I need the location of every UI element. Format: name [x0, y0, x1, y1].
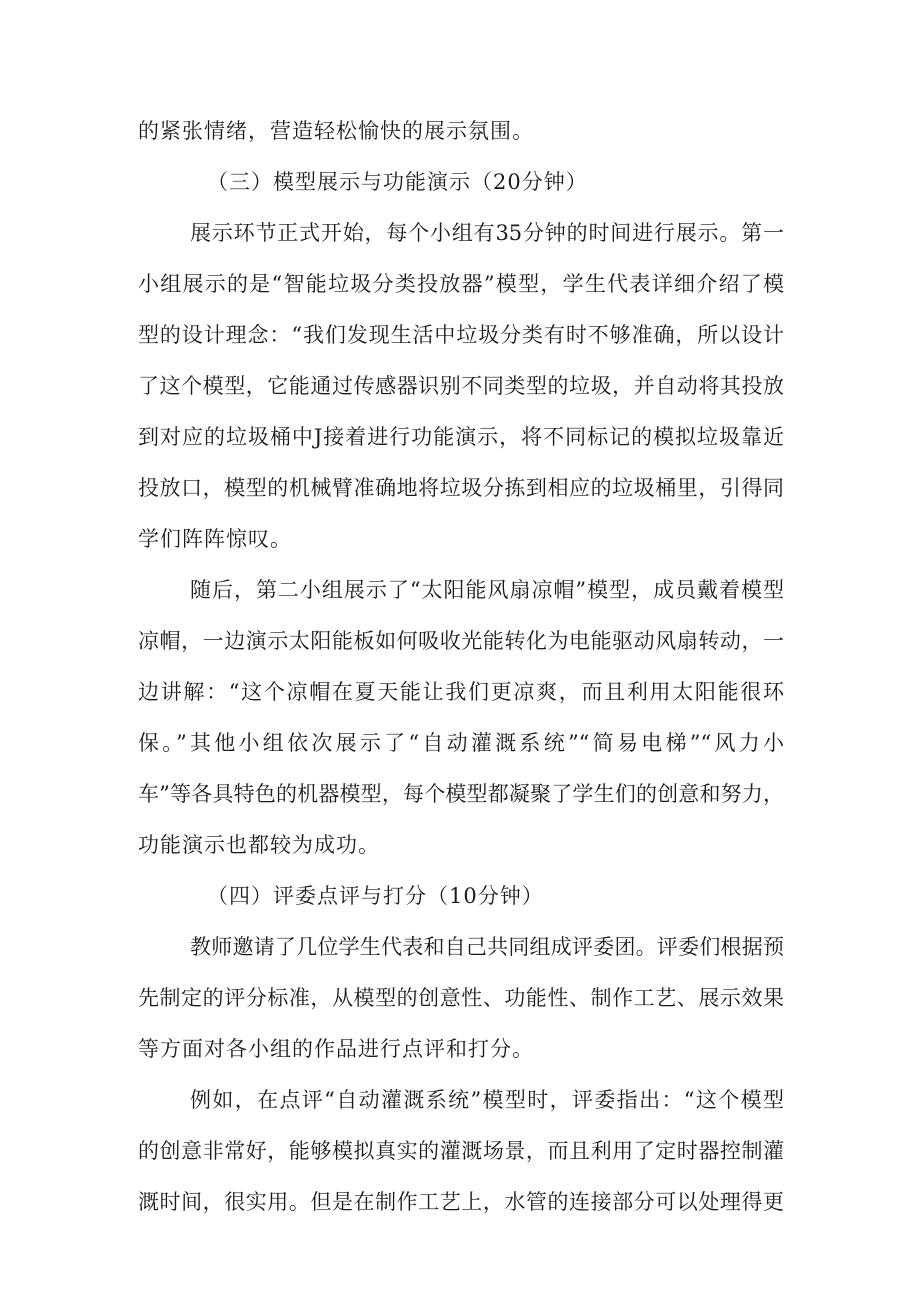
- section-3-para-2-line: 功能演示也都较为成功。: [138, 833, 380, 857]
- section-3-para-1-line: 了这个模型，它能通过传感器识别不同类型的垃圾，并自动将其投放: [138, 374, 784, 398]
- section-3-para-2-line: 随后，第二小组展示了“太阳能风扇凉帽”模型，成员戴着模型: [190, 578, 784, 602]
- section-4-para-2-line: 溉时间，很实用。但是在制作工艺上，水管的连接部分可以处理得更: [138, 1190, 784, 1214]
- section-3-para-1-line: 小组展示的是“智能垃圾分类投放器”模型，学生代表详细介绍了模: [138, 272, 784, 296]
- section-4-para-2-line: 例如，在点评“自动灌溉系统”模型时，评委指出：“这个模型: [190, 1088, 784, 1112]
- section-3-para-1-line: 学们阵阵惊叹。: [138, 527, 292, 551]
- section-4-para-1-line: 教师邀请了几位学生代表和自己共同组成评委团。评委们根据预: [190, 935, 784, 959]
- section-3-heading: （三）模型展示与功能演示（20分钟）: [207, 170, 588, 194]
- section-4-heading: （四）评委点评与打分（10分钟）: [207, 884, 544, 908]
- section-3-para-2-line: 保。”其他小组依次展示了“自动灌溉系统”“简易电梯”“风力小: [138, 731, 784, 755]
- intro-line: 的紧张情绪，营造轻松愉快的展示氛围。: [138, 119, 534, 143]
- section-4-para-1-line: 先制定的评分标准，从模型的创意性、功能性、制作工艺、展示效果: [138, 986, 784, 1010]
- section-3-para-2-line: 车”等各具特色的机器模型，每个模型都凝聚了学生们的创意和努力，: [138, 782, 784, 806]
- section-3-para-1-line: 展示环节正式开始，每个小组有35分钟的时间进行展示。第一: [190, 221, 784, 245]
- section-4-para-1-line: 等方面对各小组的作品进行点评和打分。: [138, 1037, 534, 1061]
- section-4-para-2-line: 的创意非常好，能够模拟真实的灌溉场景，而且利用了定时器控制灌: [138, 1139, 784, 1163]
- section-3-para-2-line: 边讲解：“这个凉帽在夏天能让我们更凉爽，而且利用太阳能很环: [138, 680, 784, 704]
- section-3-para-2-line: 凉帽，一边演示太阳能板如何吸收光能转化为电能驱动风扇转动，一: [138, 629, 784, 653]
- section-3-para-1-line: 到对应的垃圾桶中J接着进行功能演示，将不同标记的模拟垃圾靠近: [138, 425, 784, 449]
- section-3-para-1-line: 型的设计理念：“我们发现生活中垃圾分类有时不够准确，所以设计: [138, 323, 784, 347]
- section-3-para-1-line: 投放口，模型的机械臂准确地将垃圾分拣到相应的垃圾桶里，引得同: [138, 476, 784, 500]
